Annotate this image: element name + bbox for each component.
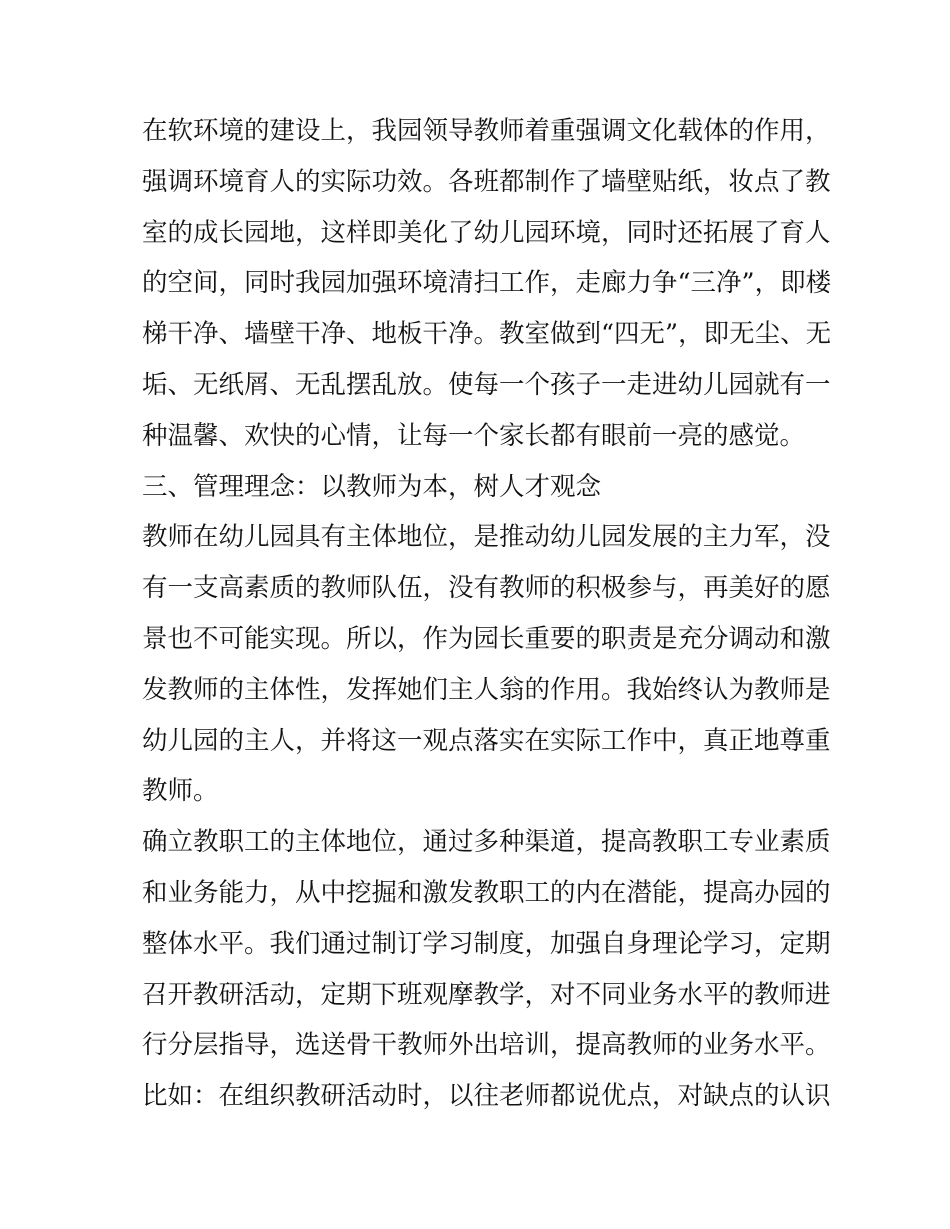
text-line: 比如：在组织教研活动时，以往老师都说优点，对缺点的认识 [142,1081,831,1112]
section-heading: 三、管理理念：以教师为本，树人才观念 [142,471,602,502]
text-line: 的空间，同时我园加强环境清扫工作，走廊力争“三净”，即楼 [142,268,832,299]
text-line: 景也不可能实现。所以，作为园长重要的职责是充分调动和激 [142,623,831,654]
text-line: 发教师的主体性，发挥她们主人翁的作用。我始终认为教师是 [142,674,831,705]
text-line: 垢、无纸屑、无乱摆乱放。使每一个孩子一走进幼儿园就有一 [142,369,831,400]
body-text [142,106,832,1122]
text-line: 教师在幼儿园具有主体地位，是推动幼儿园发展的主力军，没 [142,522,831,553]
text-line: 有一支高素质的教师队伍，没有教师的积极参与，再美好的愿 [142,573,831,604]
text-line: 在软环境的建设上，我园领导教师着重强调文化载体的作用， [142,116,831,146]
text-line: 行分层指导，选送骨干教师外出培训，提高教师的业务水平。 [142,1030,831,1061]
text-line: 教师。 [142,776,219,807]
text-line: 召开教研活动，定期下班观摩教学，对不同业务水平的教师进 [142,979,831,1010]
text-line: 强调环境育人的实际功效。各班都制作了墙壁贴纸，妆点了教 [142,166,831,197]
text-line: 整体水平。我们通过制订学习制度，加强自身理论学习，定期 [142,928,831,959]
text-line: 幼儿园的主人，并将这一观点落实在实际工作中，真正地尊重 [142,725,831,756]
text-line: 梯干净、墙壁干净、地板干净。教室做到“四无”，即无尘、无 [142,319,832,350]
text-line: 和业务能力，从中挖掘和激发教职工的内在潜能，提高办园的 [142,877,831,908]
text-line: 确立教职工的主体地位，通过多种渠道，提高教职工专业素质 [142,827,831,858]
text-line: 种温馨、欢快的心情，让每一个家长都有眼前一亮的感觉。 [142,420,806,451]
text-line: 室的成长园地，这样即美化了幼儿园环境，同时还拓展了育人 [142,217,831,248]
